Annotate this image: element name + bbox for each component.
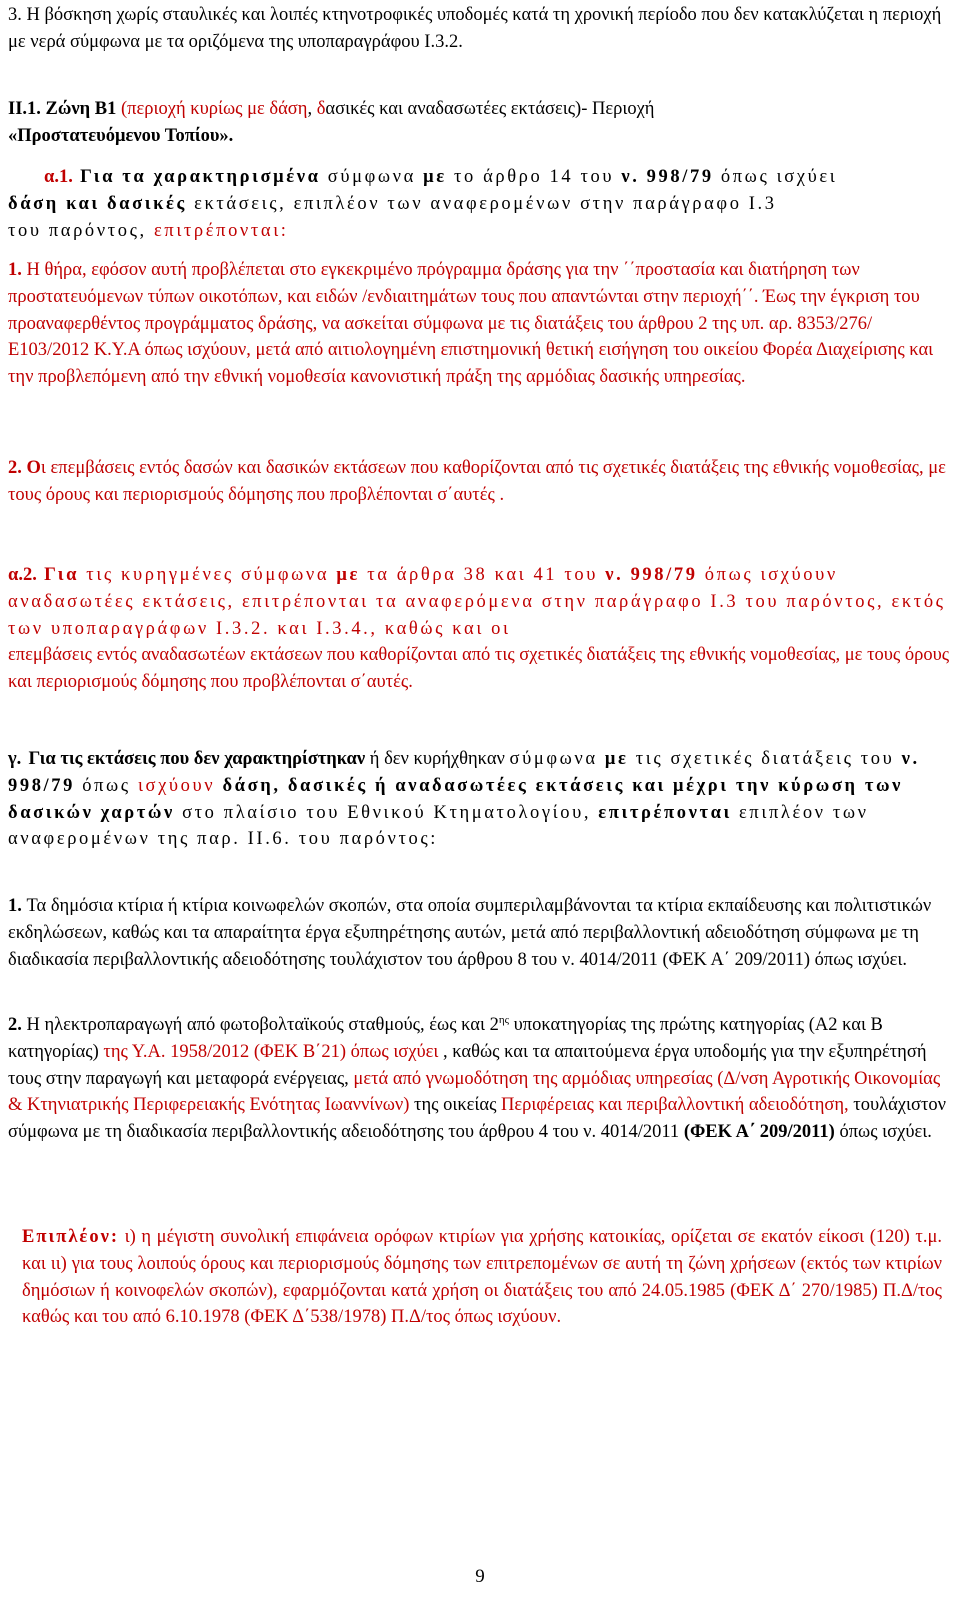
section-a1-item-1: 1. Η θήρα, εφόσον αυτή προβλέπεται στο εγκεκριμένο πρόγραμμα δράσης για την ΄΄προστασία και διατήρηση των προστατευόμενων τύπων οικοτόπων, και ειδών /ενδιαιτημάτων τους που απαντώνται στην περιοχή΄΄. Έως την έγκριση του προαναφερθέντος προγράμματος δράσης, να ασκείται σύμφωνα με τις διατάξεις του άρθρου 2 της υπ. αρ. 8353/276/Ε103/2012 Κ.Υ.Α όπως ισχύουν, μετά από αιτιολογημένη επιστημονική θετική εισήγηση του οικείου Φορέα Διαχείρισης και την προβλεπόμενη από την εθνική νομοθεσία κανονιστική πράξη της αρμόδιας δασικής υπηρεσίας.	[8, 260, 934, 388]
document-page	[8, 0, 952, 1600]
section-g: γ. Για τις εκτάσεις που δεν χαρακτηρίστηκαν ή δεν κυρήχθηκαν σύμφωνα με τις σχετικές διατάξεις του ν. 998/79 όπως ισχύουν δάση, δασικές ή αναδασωτέες εκτάσεις και μέχρι την κύρωση των δασικών χαρτών στο πλαίσιο του Εθνικού Κτηματολογίου, επιτρέπονται επιπλέον των αναφερομένων της παρ. ΙΙ.6. του παρόντος:	[8, 749, 920, 850]
section-a1-item-2: 2. Οι επεμβάσεις εντός δασών και δασικών εκτάσεων που καθορίζονται από τις σχετικές διατάξεις της εθνικής νομοθεσίας, με τους όρους και περιορισμούς δόμησης που προβλέπονται σ΄αυτές .	[8, 458, 946, 505]
section-g-item-1: 1. Τα δημόσια κτίρια ή κτίρια κοινωφελών σκοπών, στα οποία συμπεριλαμβάνονται τα κτίρια εκπαίδευσης και πολιτιστικών εκδηλώσεων, καθώς και τα απαραίτητα έργα εξυπηρέτησης αυτών, μετά από περιβαλλοντική αδειοδότηση σύμφωνα με τη διαδικασία περιβαλλοντικής αδειοδότησης τουλάχιστον του άρθρου 8 του ν. 4014/2011 (ΦΕΚ Α΄ 209/2011) όπως ισχύει.	[8, 896, 932, 970]
section-a2: α.2. Για τις κυρηγμένες σύμφωνα με τα άρθρα 38 και 41 του ν. 998/79 όπως ισχύουν αναδασωτέες εκτάσεις, επιτρέπονται τα αναφερόμενα στην παράγραφο Ι.3 του παρόντος, εκτός των υποπαραγράφων Ι.3.2. και Ι.3.4., καθώς και οι επεμβάσεις εντός αναδασωτέων εκτάσεων που καθορίζονται από τις σχετικές διατάξεις της εθνικής νομοθεσίας, με τους όρους και περιορισμούς δόμησης που προβλέπονται σ΄αυτές.	[8, 565, 950, 693]
page-number: 9	[475, 1566, 485, 1587]
section-g-item-2: 2. Η ηλεκτροπαραγωγή από φωτοβολταϊκούς σταθμούς, έως και $2^{\eta\varsigma}$ υποκατηγορίας της πρώτης κατηγορίας (Α2 και Β κατηγορίας) της Υ.Α. 1958/2012 (ΦΕΚ Β΄21) όπως ισχύει , καθώς και τα απαιτούμενα έργα υποδομής για την εξυπηρέτησή τους στην παραγωγή και μεταφορά ενέργειας, μετά από γνωμοδότηση της αρμόδιας υπηρεσίας (Δ/νση Αγροτικής Οικονομίας & Κτηνιατρικής Περιφερειακής Ενότητας Ιωαννίνων) της οικείας Περιφέρειας και περιβαλλοντική αδειοδότηση, τουλάχιστον σύμφωνα με τη διαδικασία περιβαλλοντικής αδειοδότησης του άρθρου 4 του ν. 4014/2011 (ΦΕΚ Α΄ 209/2011) όπως ισχύει.	[8, 1014, 947, 1143]
zone-b1-heading: ΙΙ.1. Ζώνη Β1 (περιοχή κυρίως με δάση, δασικές και αναδασωτέες εκτάσεις)- Περιοχή «Προστατευόμενου Τοπίου».	[8, 99, 655, 146]
paragraph-grazing: 3. Η βόσκηση χωρίς σταυλικές και λοιπές κτηνοτροφικές υποδομές κατά τη χρονική περίοδο που δεν κατακλύζεται η περιοχή με νερά σύμφωνα με τα οριζόμενα της υποπαραγράφου Ι.3.2.	[8, 5, 942, 52]
additional-terms: Επιπλέον: ι) η μέγιστη συνολική επιφάνεια ορόφων κτιρίων για χρήσης κατοικίας, ορίζεται σε εκατόν είκοσι (120) τ.μ. και ιι) για τους λοιπούς όρους και περιορισμούς δόμησης των επιτρεπομένων σε αυτή τη ζώνη χρήσεων (εκτός των κτιρίων δημόσιων ή κοινοφελών σκοπών), εφαρμόζονται κατά χρήση οι διατάξεις του από 24.05.1985 (ΦΕΚ Δ΄ 270/1985) Π.Δ/τος καθώς και του από 6.10.1978 (ΦΕΚ Δ΄538/1978) Π.Δ/τος όπως ισχύουν.	[22, 1227, 942, 1328]
section-a1-heading: α.1. Για τα χαρακτηρισμένα σύμφωνα με το άρθρο 14 του ν. 998/79 όπως ισχύει δάση και δασικές εκτάσεις, επιπλέον των αναφερομένων στην παράγραφο Ι.3 του παρόντος, επιτρέπονται:	[8, 167, 838, 241]
